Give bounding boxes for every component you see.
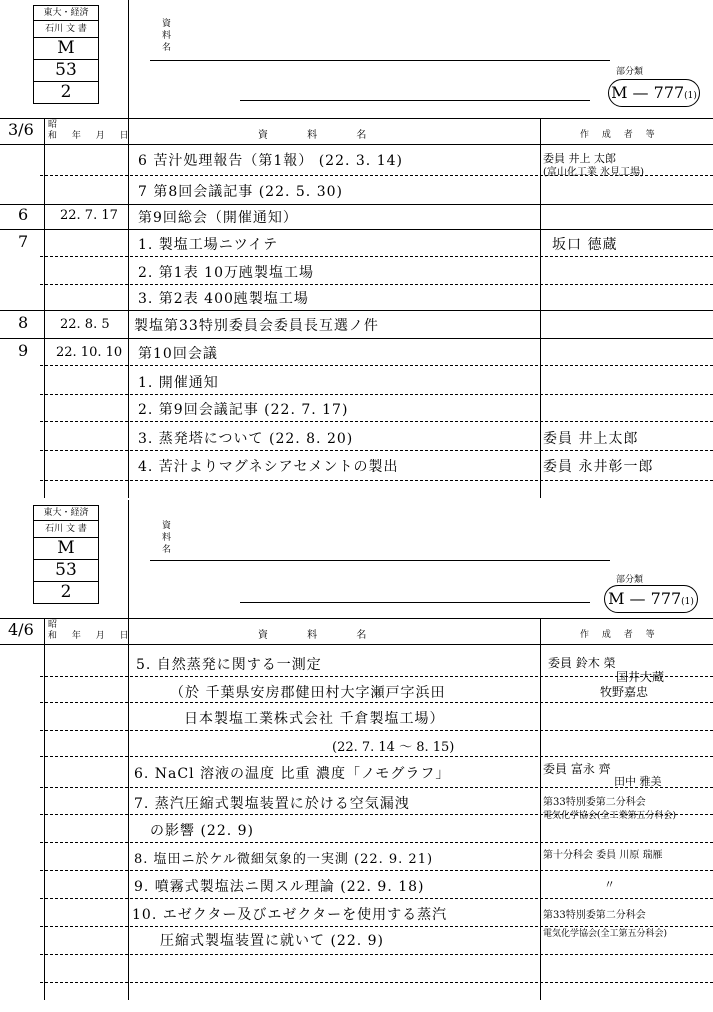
page-mark: 4/6 [8,620,34,639]
header-title: 資 料 名 [258,630,385,641]
classification-code: M — 777(1) [604,585,698,613]
header-date: 昭 和 年 月 日 [48,120,135,141]
header-author: 作 成 者 等 [580,130,660,140]
stamp-number: 53 [34,60,98,82]
header-author: 作 成 者 等 [580,630,660,640]
classification-label: 部分類 [616,575,644,585]
field-label: 資 料 名 [162,521,172,555]
classification-code: M — 777(1) [608,79,700,107]
field-label: 資 料 名 [162,19,172,53]
classification-label: 部分類 [616,67,644,77]
page-mark: 3/6 [8,120,34,139]
archive-stamp [33,5,99,104]
header-date: 昭 和 年 月 日 [48,620,135,641]
stamp-collection: 石川 文 書 [34,21,98,38]
stamp-volume: 2 [60,82,72,102]
header-title: 資 料 名 [258,130,385,141]
stamp-letter: M [34,38,98,60]
stamp-university: 東大・経済 [34,6,98,21]
archive-stamp: 東大・経済 石川 文 書 M 53 2 [33,505,99,604]
